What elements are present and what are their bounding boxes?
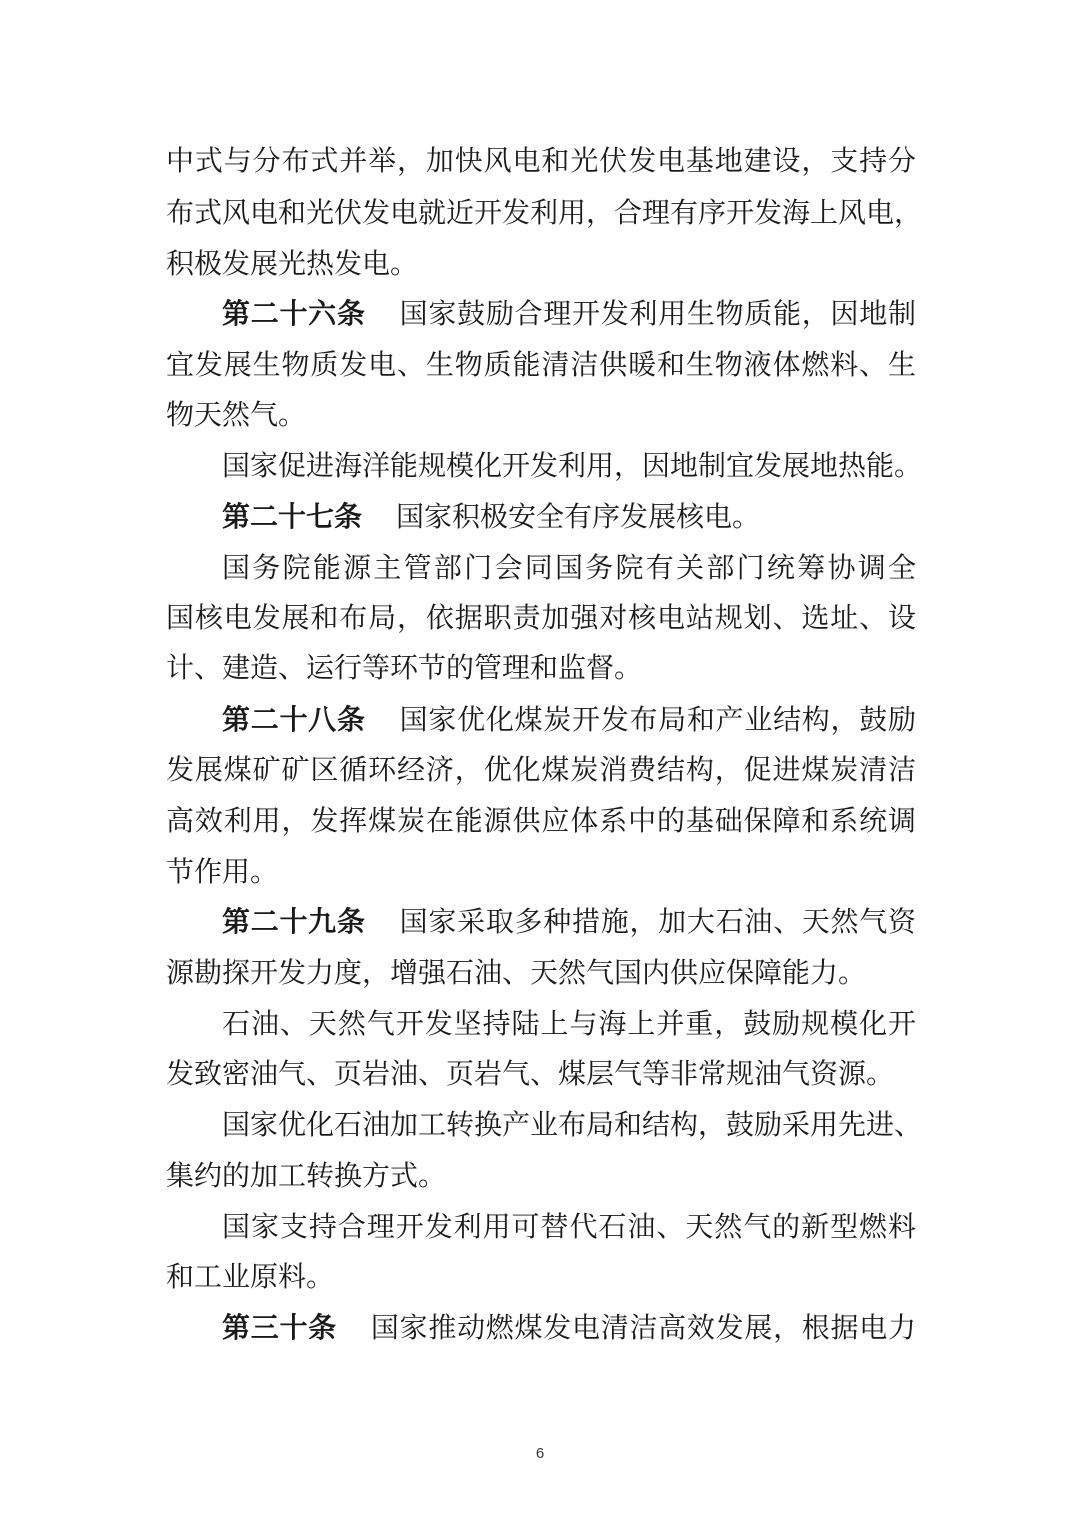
- text-line: 国家优化石油加工转换产业布局和结构，鼓励采用先进、: [222, 1108, 923, 1141]
- article-30-line: [222, 1308, 916, 1348]
- text-line: 国家促进海洋能规模化开发利用，因地制宜发展地热能。: [222, 449, 923, 482]
- article-27-line: [222, 497, 916, 537]
- article-text: 国家鼓励合理开发利用生物质能，因地制: [399, 297, 916, 330]
- article-26-line: [222, 294, 916, 334]
- text-line: 国核电发展和布局，依据职责加强对核电站规划、选址、设: [166, 601, 916, 634]
- article-28-line: [222, 700, 916, 740]
- article-29-line: [222, 902, 916, 942]
- text-line: 高效利用，发挥煤炭在能源供应体系中的基础保障和系统调: [166, 804, 916, 837]
- article-text: 国家采取多种措施，加大石油、天然气资: [399, 905, 916, 938]
- text-line: 源勘探开发力度，增强石油、天然气国内供应保障能力。: [166, 956, 867, 989]
- article-text: 国家优化煤炭开发布局和产业结构，鼓励: [399, 703, 916, 736]
- text-line: 发致密油气、页岩油、页岩气、煤层气等非常规油气资源。: [166, 1057, 895, 1090]
- page-number: 6: [535, 1445, 545, 1462]
- text-line: 节作用。: [166, 855, 279, 888]
- text-line: 国家支持合理开发利用可替代石油、天然气的新型燃料: [222, 1210, 916, 1243]
- text-line: 宜发展生物质发电、生物质能清洁供暖和生物液体燃料、生: [166, 348, 916, 381]
- text-line: 物天然气。: [166, 398, 307, 431]
- text-line: 和工业原料。: [166, 1260, 335, 1293]
- article-heading: 第二十八条: [222, 703, 366, 736]
- text-line: 中式与分布式并举，加快风电和光伏发电基地建设，支持分: [166, 144, 916, 177]
- article-text: 国家积极安全有序发展核电。: [396, 500, 761, 533]
- article-heading: 第三十条: [222, 1311, 337, 1344]
- text-line: 计、建造、运行等环节的管理和监督。: [166, 651, 643, 684]
- text-line: 国务院能源主管部门会同国务院有关部门统筹协调全: [222, 551, 916, 584]
- article-text: 国家推动燃煤发电清洁高效发展，根据电力: [370, 1311, 916, 1344]
- text-line: 集约的加工转换方式。: [166, 1159, 447, 1192]
- article-heading: 第二十六条: [222, 297, 366, 330]
- text-line: 布式风电和光伏发电就近开发利用，合理有序开发海上风电，: [166, 196, 923, 229]
- article-heading: 第二十七条: [222, 500, 363, 533]
- text-line: 积极发展光热发电。: [166, 247, 419, 280]
- text-line: 石油、天然气开发坚持陆上与海上并重，鼓励规模化开: [222, 1007, 916, 1040]
- article-heading: 第二十九条: [222, 905, 366, 938]
- text-line: 发展煤矿矿区循环经济，优化煤炭消费结构，促进煤炭清洁: [166, 753, 916, 786]
